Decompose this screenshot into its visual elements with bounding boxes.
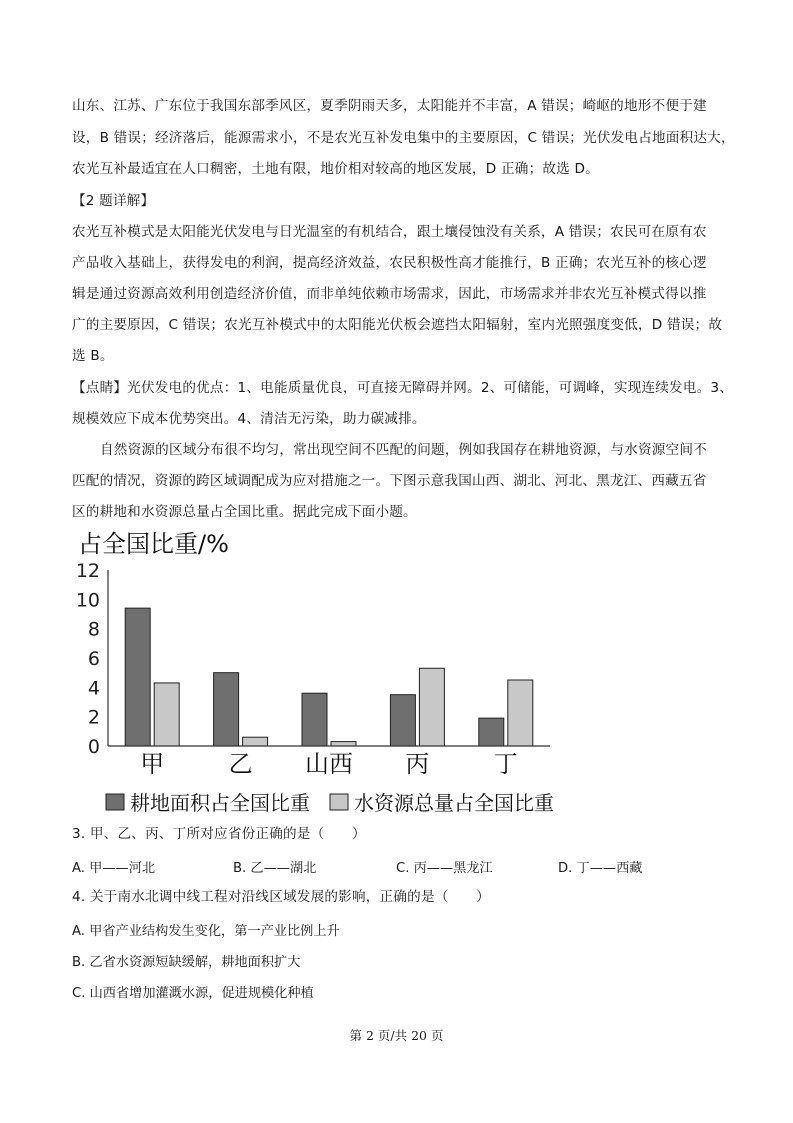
text-line: 匹配的情况，资源的跨区域调配成为应对措施之一。下图示意我国山西、湖北、河北、黑龙江、西藏五省 [72, 473, 707, 489]
x-tick-label: 山西 [305, 750, 353, 778]
x-tick-label: 乙 [228, 750, 253, 778]
legend-label: 耕地面积占全国比重 [130, 791, 310, 815]
x-tick-label: 丙 [405, 750, 430, 778]
bar-water-3 [419, 668, 444, 746]
y-tick-label: 4 [87, 677, 100, 700]
text-line: 自然资源的区域分布很不均匀，常出现空间不匹配的问题，例如我国存在耕地资源，与水资源空间不 [100, 442, 707, 458]
question-stem: 4. 关于南水北调中线工程对沿线区域发展的影响，正确的是（ ） [72, 889, 490, 905]
y-tick-label: 6 [87, 648, 100, 670]
option-a: A. 甲——河北 [72, 861, 156, 876]
legend-label: 水资源总量占全国比重 [354, 791, 554, 815]
y-tick-label: 8 [87, 618, 100, 641]
text-line: 选 B。 [72, 348, 114, 364]
x-tick-label: 丁 [493, 750, 518, 778]
bar-farmland-1 [214, 673, 239, 746]
bar-chart [68, 528, 588, 828]
x-axis [108, 746, 550, 778]
bar-chart-svg [68, 528, 588, 828]
bar-water-1 [243, 737, 268, 746]
y-tick-label: 12 [75, 560, 100, 582]
section-heading: 【2 题详解】 [72, 193, 155, 209]
text-line: 区的耕地和水资源总量占全国比重。据此完成下面小题。 [72, 504, 417, 520]
text-line: 山东、江苏、广东位于我国东部季风区，夏季阴雨天多，太阳能并不丰富，A 错误；崎岖的地形不便于建 [72, 98, 707, 114]
chart-title: 占全国比重/% [78, 530, 229, 558]
option-b: B. 乙——湖北 [233, 861, 317, 876]
bar-water-4 [508, 680, 533, 746]
y-axis [76, 560, 108, 758]
page-footer: 第 2 页/共 20 页 [349, 1028, 444, 1043]
bar-water-2 [331, 742, 356, 746]
bar-water-0 [154, 683, 179, 746]
text-line: 【点睛】光伏发电的优点：1、电能质量优良，可直接无障碍并网。2、可储能，可调峰，实现连续发电。3、 [72, 380, 734, 396]
y-tick-label: 2 [87, 706, 100, 729]
x-tick-label: 甲 [140, 750, 165, 778]
option-c: C. 丙——黑龙江 [396, 861, 493, 876]
option-a: A. 甲省产业结构发生变化，第一产业比例上升 [72, 924, 340, 939]
question-stem: 3. 甲、乙、丙、丁所对应省份正确的是（ ） [72, 826, 366, 842]
bar-farmland-4 [479, 718, 504, 746]
legend [106, 791, 554, 815]
bars [125, 608, 533, 746]
text-line: 农光互补模式是太阳能光伏发电与日光温室的有机结合，跟土壤侵蚀没有关系，A 错误；农民可在原有农 [72, 224, 707, 240]
y-tick-label: 10 [75, 589, 100, 612]
option-d: D. 丁——西藏 [558, 861, 643, 876]
text-line: 设，B 错误；经济落后，能源需求小，不是农光互补发电集中的主要原因，C 错误；光伏发电占地面积达大， [72, 130, 735, 146]
text-line: 辑是通过资源高效利用创造经济价值，而非单纯依赖市场需求，因此，市场需求并非农光互补模式得以推 [72, 286, 707, 302]
option-c: C. 山西省增加灌溉水源，促进规模化种植 [72, 986, 314, 1001]
option-b: B. 乙省水资源短缺缓解，耕地面积扩大 [72, 955, 301, 970]
y-tick-label: 0 [87, 736, 100, 758]
text-line: 农光互补最适宜在人口稠密，土地有限，地价相对较高的地区发展，D 正确；故选 D。 [72, 161, 599, 177]
text-line: 规模效应下成本优势突出。4、清洁无污染，助力碳减排。 [72, 411, 426, 427]
bar-farmland-3 [390, 695, 415, 746]
text-line: 广的主要原因，C 错误；农光互补模式中的太阳能光伏板会遮挡太阳辐射，室内光照强度变低，D 错误；故 [72, 317, 723, 333]
text-line: 产品收入基础上，获得发电的利润，提高经济效益，农民积极性高才能推行，B 正确；农光互补的核心逻 [72, 255, 707, 271]
legend-swatch [330, 794, 348, 810]
bar-farmland-2 [302, 693, 327, 746]
bar-farmland-0 [125, 608, 150, 746]
legend-swatch [106, 794, 124, 810]
